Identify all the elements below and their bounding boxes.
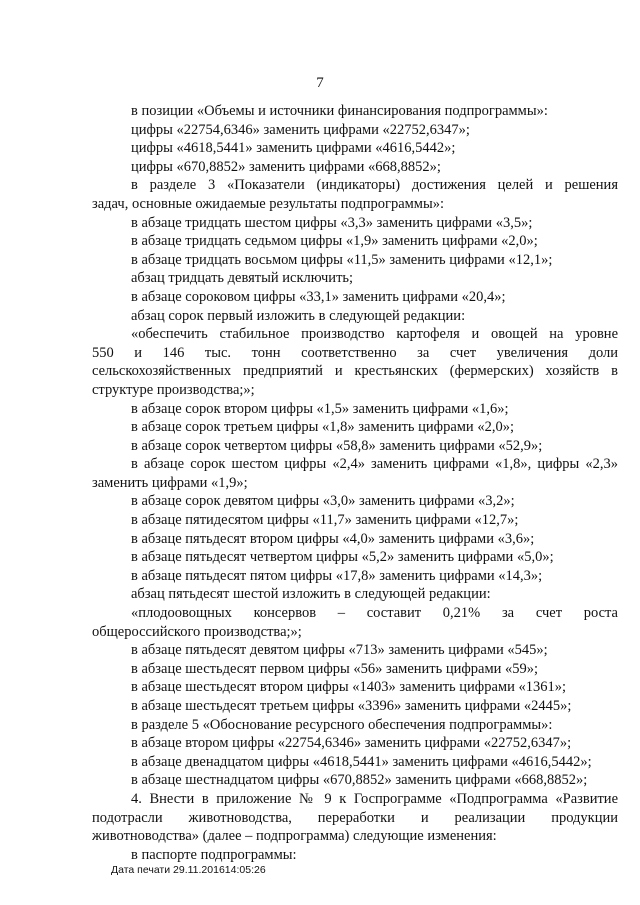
text-line: в абзаце втором цифры «22754,6346» заменить цифрами «22752,6347»; (131, 735, 572, 752)
text-line: в разделе 5 «Обоснование ресурсного обеспечения подпрограммы»: (131, 716, 553, 733)
text-line: в позиции «Объемы и источники финансирования подпрограммы»: (131, 103, 548, 119)
text-line: в абзаце тридцать седьмом цифры «1,9» заменить цифрами «2,0»; (131, 233, 538, 250)
text-line: в абзаце двенадцатом цифры «4618,5441» заменить цифрами «4616,5442»; (131, 753, 592, 770)
text-line: в абзаце пятьдесят пятом цифры «17,8» заменить цифрами «14,3»; (131, 567, 543, 584)
text-line: в абзаце сорок третьем цифры «1,8» заменить цифрами «2,0»; (131, 419, 514, 436)
text-line: 550 и 146 тыс. тонн соответственно за счет увеличения доли (92, 344, 618, 361)
text-line: общероссийского производства;»; (92, 623, 302, 640)
text-line: в абзаце тридцать шестом цифры «3,3» заменить цифрами «3,5»; (131, 214, 533, 231)
text-line: в абзаце сорок девятом цифры «3,0» заменить цифрами «3,2»; (131, 493, 515, 510)
text-line: в абзаце сорок втором цифры «1,5» заменить цифрами «1,6»; (131, 400, 509, 417)
page-number: 7 (316, 75, 324, 91)
text-line: абзац пятьдесят шестой изложить в следующей редакции: (131, 586, 491, 603)
text-line: в абзаце пятьдесят втором цифры «4,0» заменить цифрами «3,6»; (131, 530, 535, 547)
text-line: в абзаце сороковом цифры «33,1» заменить цифрами «20,4»; (131, 288, 506, 305)
text-line: цифры «22754,6346» заменить цифрами «22752,6347»; (131, 121, 470, 138)
text-line: в абзаце пятьдесят девятом цифры «713» заменить цифрами «545»; (131, 642, 548, 659)
text-line: «плодоовощных консервов – составит 0,21% за счет роста (131, 605, 618, 622)
text-line: цифры «670,8852» заменить цифрами «668,8852»; (131, 158, 441, 175)
text-line: абзац сорок первый изложить в следующей редакции: (131, 307, 466, 324)
text-line: подотрасли животноводства, переработки и реализации продукции (92, 809, 618, 826)
text-line: сельскохозяйственных предприятий и крестьянских (фермерских) хозяйств в (92, 363, 618, 380)
text-line: цифры «4618,5441» заменить цифрами «4616,5442»; (131, 140, 456, 157)
text-line: в абзаце сорок четвертом цифры «58,8» заменить цифрами «52,9»; (131, 437, 543, 454)
text-line: в абзаце пятьдесят четвертом цифры «5,2» заменить цифрами «5,0»; (131, 549, 554, 566)
text-line: в абзаце шестьдесят третьем цифры «3396» заменить цифрами «2445»; (131, 698, 572, 714)
text-line: в паспорте подпрограммы: (131, 846, 297, 863)
text-line: структуре производства;»; (92, 381, 255, 398)
text-line: животноводства» (далее – подпрограмма) следующие изменения: (92, 828, 497, 845)
text-line: в абзаце тридцать восьмом цифры «11,5» заменить цифрами «12,1»; (131, 251, 553, 268)
text-line: в абзаце шестьдесят втором цифры «1403» заменить цифрами «1361»; (131, 679, 566, 696)
text-line: абзац тридцать девятый исключить; (131, 270, 354, 287)
text-line: «обеспечить стабильное производство картофеля и овощей на уровне (131, 326, 618, 343)
text-line: в абзаце пятидесятом цифры «11,7» заменить цифрами «12,7»; (131, 512, 519, 529)
text-line: заменить цифрами «1,9»; (92, 474, 248, 491)
text-line: в абзаце шестьдесят первом цифры «56» заменить цифрами «59»; (131, 660, 539, 677)
text-line: в абзаце сорок шестом цифры «2,4» заменить цифрами «1,8», цифры «2,3» (131, 456, 618, 473)
print-date-footer: Дата печати 29.11.201614:05:26 (111, 864, 266, 876)
text-line: 4. Внести в приложение № 9 к Госпрограмме «Подпрограмма «Развитие (131, 790, 618, 807)
text-line: задач, основные ожидаемые результаты подпрограммы»: (92, 195, 445, 212)
document-body (92, 102, 618, 864)
text-line: в разделе 3 «Показатели (индикаторы) достижения целей и решения (131, 177, 618, 194)
text-line: в абзаце шестнадцатом цифры «670,8852» заменить цифрами «668,8852»; (131, 772, 588, 789)
